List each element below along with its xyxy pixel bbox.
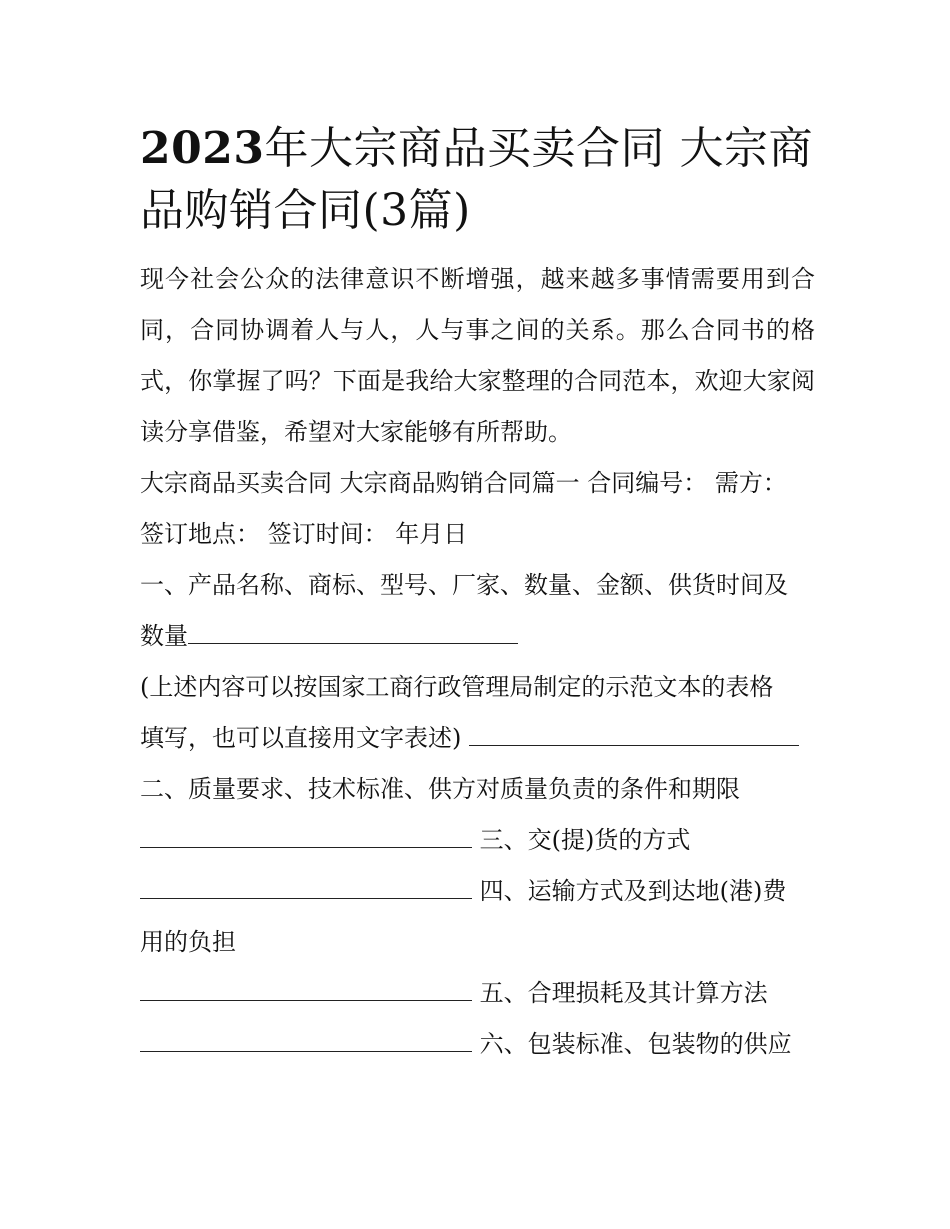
sign-info-line: 签订地点： 签订时间： 年月日 (140, 520, 468, 548)
note-line-b (140, 713, 815, 764)
item-6-line (140, 1019, 815, 1070)
item-3-label: 三、交(提)货的方式 (479, 826, 691, 854)
item-5-label: 五、合理损耗及其计算方法 (479, 979, 768, 1007)
item-1-label: 数量 (140, 622, 188, 650)
fill-blank (469, 719, 799, 746)
title-text: 年大宗商品买卖合同 大宗商品购销合同(3篇) (140, 123, 813, 236)
item-4-line-a (140, 866, 815, 917)
document-title (140, 118, 815, 242)
item-4-label: 四、运输方式及到达地(港)费 (479, 877, 787, 905)
note-line-a: (上述内容可以按国家工商行政管理局制定的示范文本的表格 (140, 673, 774, 701)
item-1-line-b (140, 611, 815, 662)
item-2-line: 二、质量要求、技术标准、供方对质量负责的条件和期限 (140, 775, 740, 803)
document-page (140, 118, 815, 1070)
fill-blank (140, 974, 472, 1001)
item-5-line (140, 968, 815, 1019)
contract-header-line: 大宗商品买卖合同 大宗商品购销合同篇一 合同编号： 需方： (140, 469, 787, 497)
fill-blank (140, 821, 472, 848)
note-label: 填写，也可以直接用文字表述) (140, 724, 462, 752)
item-6-label: 六、包装标准、包装物的供应 (479, 1030, 792, 1058)
fill-blank (140, 872, 472, 899)
intro-paragraph: 现今社会公众的法律意识不断增强，越来越多事情需要用到合同，合同协调着人与人，人与事之间的关系。那么合同书的格式，你掌握了吗？下面是我给大家整理的合同范本，欢迎大家阅读分享借鉴，希望对大家能够有所帮助。 (140, 265, 815, 446)
item-3-line (140, 815, 815, 866)
item-4-line-b: 用的负担 (140, 928, 236, 956)
title-year: 2023 (140, 123, 265, 174)
fill-blank (140, 1025, 472, 1052)
item-1-line-a: 一、产品名称、商标、型号、厂家、数量、金额、供货时间及 (140, 571, 788, 599)
fill-blank (188, 617, 518, 644)
